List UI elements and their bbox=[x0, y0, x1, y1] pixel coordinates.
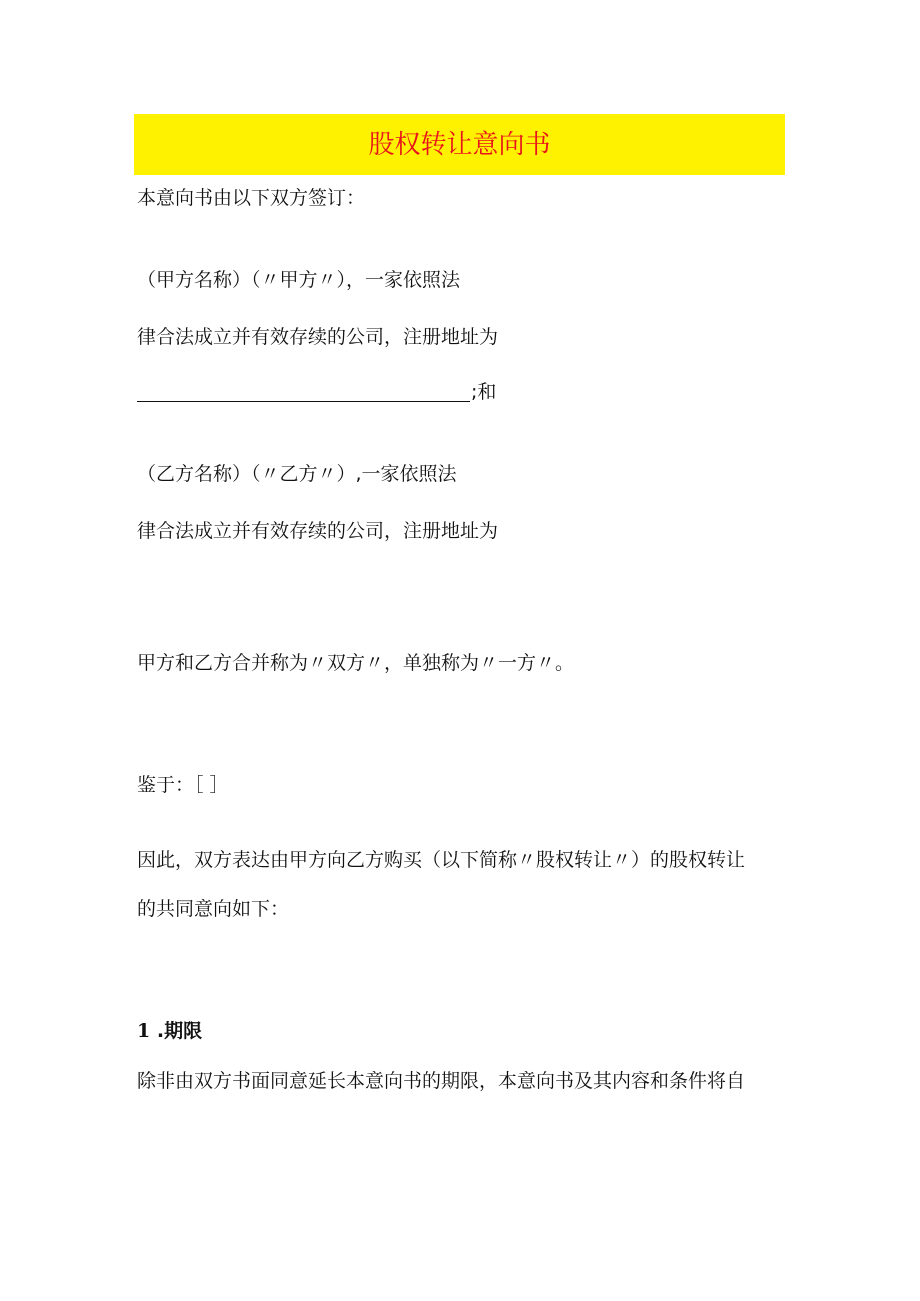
therefore-line-2: 的共同意向如下： bbox=[137, 898, 290, 920]
collective-definition: 甲方和乙方合并称为〃双方〃，单独称为〃一方〃。 bbox=[137, 652, 575, 674]
address-suffix: ;和 bbox=[471, 381, 497, 403]
title-banner bbox=[134, 114, 785, 175]
address-blank bbox=[137, 383, 470, 402]
party-a-line-2: 律合法成立并有效存续的公司，注册地址为 bbox=[137, 326, 499, 348]
section-1-text: 除非由双方书面同意延长本意向书的期限，本意向书及其内容和条件将自 bbox=[137, 1070, 746, 1092]
party-a-address-line bbox=[137, 383, 496, 402]
intro-text: 本意向书由以下双方签订： bbox=[137, 187, 366, 209]
therefore-line-1: 因此，双方表达由甲方向乙方购买（以下简称〃股权转让〃）的股权转让 bbox=[137, 849, 746, 871]
party-b-line-2: 律合法成立并有效存续的公司，注册地址为 bbox=[137, 520, 499, 542]
section-1-title: .期限 bbox=[156, 1020, 203, 1042]
party-a-line-1: （甲方名称）（〃甲方〃），一家依照法 bbox=[137, 269, 461, 291]
section-1-number: 1 bbox=[137, 1020, 151, 1042]
document-title: 股权转让意向书 bbox=[368, 129, 551, 160]
section-1-heading bbox=[137, 1022, 202, 1041]
party-b-line-1: （乙方名称）（〃乙方〃）,一家依照法 bbox=[137, 463, 457, 485]
whereas-clause: 鉴于：［ ］ bbox=[137, 774, 229, 796]
